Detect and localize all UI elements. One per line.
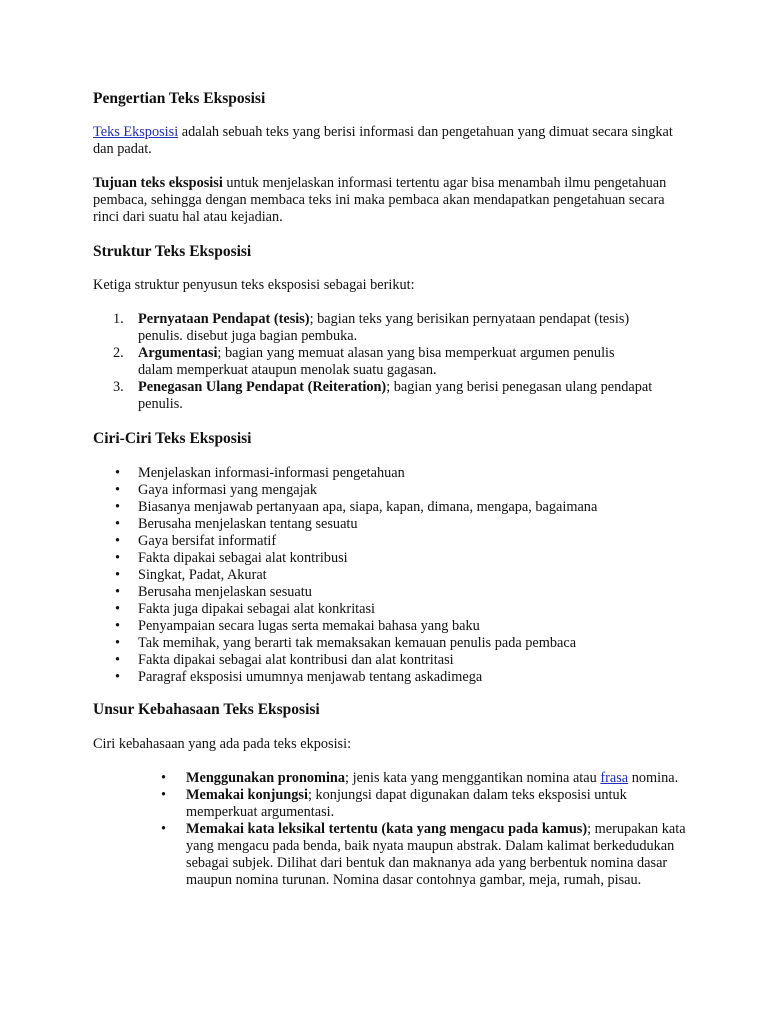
list-item [93,345,653,379]
item-desc: ; konjungsi dapat digunakan dalam teks eksposisi untuk memperkuat argumentasi. [186,787,627,820]
item-number: 2. [113,345,124,361]
item-desc: ; jenis kata yang menggantikan nomina atau [345,770,601,786]
list-item: • Gaya informasi yang mengajak [93,482,597,499]
language-features-list [93,770,686,889]
item-desc-tail: nomina. [628,770,679,786]
list-item: • Penyampaian secara lugas serta memakai bahasa yang baku [93,618,597,635]
structure-list [93,311,653,413]
item-term: Argumentasi [138,345,218,361]
purpose-label: Tujuan teks eksposisi [93,175,223,191]
structure-intro: Ketiga struktur penyusun teks eksposisi sebagai berikut: [93,277,415,293]
list-item: • Tak memihak, yang berarti tak memaksakan kemauan penulis pada pembaca [93,635,597,652]
paragraph-purpose [93,175,683,226]
list-item [93,311,653,345]
list-item [93,787,686,821]
list-item: • Biasanya menjawab pertanyaan apa, siapa, kapan, dimana, mengapa, bagaimana [93,499,597,516]
item-term: Memakai konjungsi [186,787,308,803]
list-item: • Berusaha menjelaskan tentang sesuatu [93,516,597,533]
list-item [93,770,686,787]
heading-unsur: Unsur Kebahasaan Teks Eksposisi [93,701,320,718]
list-item: • Fakta juga dipakai sebagai alat konkritasi [93,601,597,618]
link-frasa[interactable]: frasa [600,770,629,786]
language-intro: Ciri kebahasaan yang ada pada teks ekposisi: [93,736,352,752]
list-item: • Paragraf eksposisi umumnya menjawab tentang askadimega [93,669,597,686]
list-item: • Singkat, Padat, Akurat [93,567,597,584]
paragraph-definition [93,124,683,158]
heading-ciri: Ciri-Ciri Teks Eksposisi [93,430,252,447]
purpose-text: untuk menjelaskan informasi tertentu agar bisa menambah ilmu pengetahuan pembaca, sehingga dengan membaca teks ini maka pembaca akan mendapatkan pengetahuan secara rinci dari suatu hal atau kejadian. [93,175,667,225]
item-term: Menggunakan pronomina [186,770,346,786]
item-desc: ; bagian yang berisi penegasan ulang pendapat penulis. [138,379,653,412]
list-item: • Menjelaskan informasi-informasi pengetahuan [93,465,597,482]
list-item: • Berusaha menjelaskan sesuatu [93,584,597,601]
list-item: • Fakta dipakai sebagai alat kontribusi [93,550,597,567]
item-number: 1. [113,311,124,327]
list-item: • Gaya bersifat informatif [93,533,597,550]
item-desc: ; merupakan kata yang mengacu pada benda, baik nyata maupun abstrak. Dalam kalimat berkedudukan sebagai subjek. Dilihat dari bentuk dan maknanya ada yang berbentuk nomina dasar maupun nomina turunan. Nomina dasar contohnya gambar, meja, rumah, pisau. [186,821,686,888]
list-item [93,379,653,413]
item-desc: ; bagian teks yang berisikan pernyataan pendapat (tesis) penulis. disebut juga bagian pembuka. [138,311,630,344]
item-desc: ; bagian yang memuat alasan yang bisa memperkuat argumen penulis dalam memperkuat ataupun menolak suatu gagasan. [138,345,615,378]
item-term: Memakai kata leksikal tertentu (kata yang mengacu pada kamus) [186,821,588,837]
list-item: • Fakta dipakai sebagai alat kontribusi dan alat kontritasi [93,652,597,669]
definition-text: adalah sebuah teks yang berisi informasi dan pengetahuan yang dimuat secara singkat dan padat. [93,124,673,157]
heading-pengertian: Pengertian Teks Eksposisi [93,90,266,107]
characteristics-list [93,465,597,686]
item-term: Pernyataan Pendapat (tesis) [138,311,310,327]
link-teks-eksposisi[interactable]: Teks Eksposisi [93,124,179,140]
item-term: Penegasan Ulang Pendapat (Reiteration) [138,379,387,395]
item-number: 3. [113,379,124,395]
heading-struktur: Struktur Teks Eksposisi [93,243,252,260]
list-item [93,821,686,889]
